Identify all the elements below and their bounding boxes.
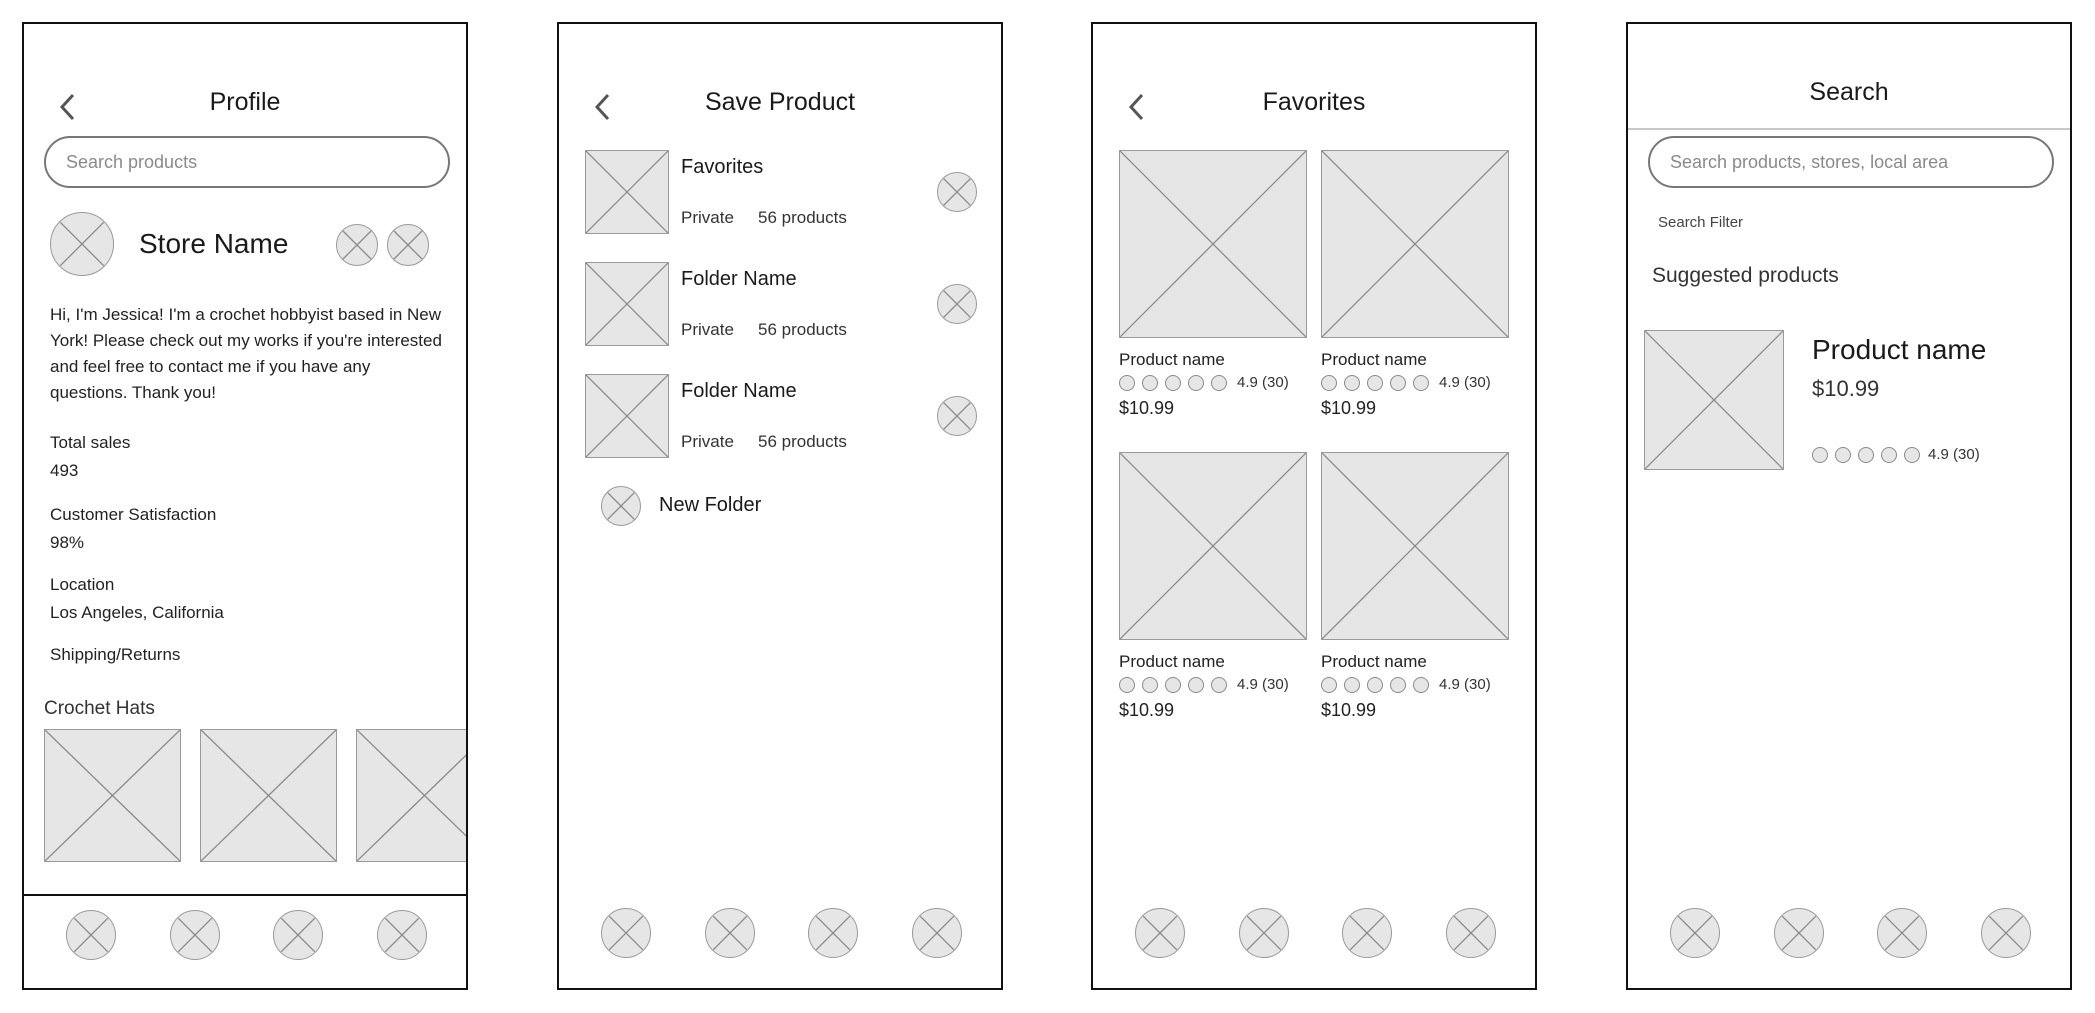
rating-stars bbox=[1321, 374, 1431, 392]
folder-thumbnail bbox=[585, 262, 669, 346]
new-folder-button[interactable] bbox=[601, 486, 801, 528]
nav-home-icon[interactable] bbox=[601, 908, 651, 958]
page-title: Save Product bbox=[704, 88, 856, 116]
bio-line: questions. Thank you! bbox=[50, 383, 217, 402]
folder-name: Folder Name bbox=[681, 380, 797, 402]
folder-select-icon[interactable] bbox=[937, 396, 977, 436]
product-price: $10.99 bbox=[1812, 376, 1880, 401]
star-icon bbox=[1119, 677, 1135, 693]
star-icon bbox=[1413, 375, 1429, 391]
location-value: Los Angeles, California bbox=[50, 603, 224, 622]
bottom-nav bbox=[1628, 894, 2070, 988]
star-icon bbox=[1344, 677, 1360, 693]
bottom-nav bbox=[1093, 894, 1535, 988]
star-icon bbox=[1390, 677, 1406, 693]
folder-privacy: Private bbox=[681, 320, 734, 339]
store-action-icon-2[interactable] bbox=[387, 224, 429, 266]
suggested-product-card[interactable] bbox=[1644, 330, 2064, 472]
folder-count: 56 products bbox=[758, 432, 847, 451]
nav-home-icon[interactable] bbox=[1135, 908, 1185, 958]
folder-name: Folder Name bbox=[681, 268, 797, 290]
product-name: Product name bbox=[1812, 334, 1987, 365]
folder-privacy: Private bbox=[681, 208, 734, 227]
product-name: Product name bbox=[1321, 350, 1427, 369]
star-icon bbox=[1881, 447, 1897, 463]
product-card[interactable] bbox=[1321, 150, 1509, 440]
star-icon bbox=[1211, 677, 1227, 693]
folder-row[interactable] bbox=[585, 374, 979, 460]
nav-search-icon[interactable] bbox=[705, 908, 755, 958]
product-price: $10.99 bbox=[1119, 398, 1175, 418]
page-title: Search bbox=[1809, 78, 1889, 106]
star-icon bbox=[1211, 375, 1227, 391]
search-input[interactable] bbox=[44, 136, 450, 188]
product-name: Product name bbox=[1119, 652, 1225, 671]
satisfaction-label: Customer Satisfaction bbox=[50, 505, 217, 524]
product-image bbox=[1119, 150, 1307, 338]
star-icon bbox=[1188, 375, 1204, 391]
store-action-icon-1[interactable] bbox=[336, 224, 378, 266]
rating-stars bbox=[1812, 446, 1922, 464]
product-price: $10.99 bbox=[1119, 700, 1175, 720]
star-icon bbox=[1188, 677, 1204, 693]
star-icon bbox=[1321, 677, 1337, 693]
product-image bbox=[1644, 330, 1784, 470]
store-bio bbox=[50, 302, 442, 406]
page-title: Profile bbox=[209, 88, 281, 116]
rating-stars bbox=[1119, 676, 1229, 694]
nav-home-icon[interactable] bbox=[1670, 908, 1720, 958]
folder-row[interactable] bbox=[585, 150, 979, 236]
star-icon bbox=[1812, 447, 1828, 463]
bio-line: Hi, I'm Jessica! I'm a crochet hobbyist based in New bbox=[50, 305, 442, 324]
nav-search-icon[interactable] bbox=[170, 910, 220, 960]
product-price: $10.99 bbox=[1321, 398, 1377, 418]
folder-thumbnail bbox=[585, 374, 669, 458]
folder-privacy: Private bbox=[681, 432, 734, 451]
product-name: Product name bbox=[1321, 652, 1427, 671]
store-name: Store Name bbox=[139, 228, 289, 259]
nav-search-icon[interactable] bbox=[1774, 908, 1824, 958]
folder-name: Favorites bbox=[681, 156, 764, 178]
star-icon bbox=[1835, 447, 1851, 463]
new-folder-label: New Folder bbox=[659, 494, 762, 516]
star-icon bbox=[1165, 375, 1181, 391]
save-product-screen bbox=[557, 22, 1003, 990]
search-filter-link[interactable]: Search Filter bbox=[1658, 214, 1744, 231]
nav-profile-icon[interactable] bbox=[1981, 908, 2031, 958]
product-card[interactable] bbox=[1119, 150, 1307, 440]
rating-value: 4.9 (30) bbox=[1439, 676, 1491, 693]
star-icon bbox=[1390, 375, 1406, 391]
star-icon bbox=[1367, 375, 1383, 391]
rating-value: 4.9 (30) bbox=[1439, 374, 1491, 391]
product-image bbox=[1119, 452, 1307, 640]
bio-line: and feel free to contact me if you have any bbox=[50, 357, 371, 376]
product-card[interactable] bbox=[1321, 452, 1509, 742]
rating-stars bbox=[1119, 374, 1229, 392]
star-icon bbox=[1858, 447, 1874, 463]
store-avatar bbox=[50, 212, 114, 276]
rating-value: 4.9 (30) bbox=[1237, 374, 1289, 391]
star-icon bbox=[1321, 375, 1337, 391]
star-icon bbox=[1904, 447, 1920, 463]
location-label: Location bbox=[50, 575, 115, 594]
star-icon bbox=[1344, 375, 1360, 391]
bottom-nav bbox=[24, 894, 466, 988]
satisfaction-value: 98% bbox=[50, 533, 85, 552]
star-icon bbox=[1367, 677, 1383, 693]
product-name: Product name bbox=[1119, 350, 1225, 369]
folder-thumbnail bbox=[585, 150, 669, 234]
star-icon bbox=[1413, 677, 1429, 693]
nav-profile-icon[interactable] bbox=[912, 908, 962, 958]
nav-home-icon[interactable] bbox=[66, 910, 116, 960]
profile-screen bbox=[22, 22, 468, 990]
nav-favorites-icon[interactable] bbox=[1342, 908, 1392, 958]
rating-value: 4.9 (30) bbox=[1237, 676, 1289, 693]
suggested-heading: Suggested products bbox=[1652, 264, 1839, 287]
page-title: Favorites bbox=[1262, 88, 1366, 116]
nav-favorites-icon[interactable] bbox=[808, 908, 858, 958]
rating-value: 4.9 (30) bbox=[1928, 446, 1980, 463]
product-image bbox=[1321, 452, 1509, 640]
section-title: Crochet Hats bbox=[44, 698, 155, 719]
folder-count: 56 products bbox=[758, 208, 847, 227]
folder-row[interactable] bbox=[585, 262, 979, 348]
folder-count: 56 products bbox=[758, 320, 847, 339]
product-thumbnail[interactable] bbox=[356, 729, 468, 862]
star-icon bbox=[1142, 375, 1158, 391]
nav-search-icon[interactable] bbox=[1239, 908, 1289, 958]
search-screen bbox=[1626, 22, 2072, 990]
bio-line: York! Please check out my works if you're interested bbox=[50, 331, 442, 350]
nav-favorites-icon[interactable] bbox=[273, 910, 323, 960]
add-folder-icon bbox=[601, 486, 641, 526]
nav-profile-icon[interactable] bbox=[1446, 908, 1496, 958]
product-card[interactable] bbox=[1119, 452, 1307, 742]
product-thumbnail[interactable] bbox=[44, 729, 181, 862]
rating-stars bbox=[1321, 676, 1431, 694]
total-sales-value: 493 bbox=[50, 461, 79, 480]
nav-favorites-icon[interactable] bbox=[1877, 908, 1927, 958]
search-input[interactable] bbox=[1648, 136, 2054, 188]
folder-select-icon[interactable] bbox=[937, 172, 977, 212]
total-sales-label: Total sales bbox=[50, 433, 131, 452]
star-icon bbox=[1119, 375, 1135, 391]
folder-select-icon[interactable] bbox=[937, 284, 977, 324]
bottom-nav bbox=[559, 894, 1001, 988]
header-divider bbox=[1628, 128, 2070, 130]
nav-profile-icon[interactable] bbox=[377, 910, 427, 960]
star-icon bbox=[1142, 677, 1158, 693]
product-price: $10.99 bbox=[1321, 700, 1377, 720]
product-thumbnail[interactable] bbox=[200, 729, 337, 862]
star-icon bbox=[1165, 677, 1181, 693]
favorites-screen bbox=[1091, 22, 1537, 990]
shipping-returns-link[interactable]: Shipping/Returns bbox=[50, 645, 181, 664]
product-image bbox=[1321, 150, 1509, 338]
